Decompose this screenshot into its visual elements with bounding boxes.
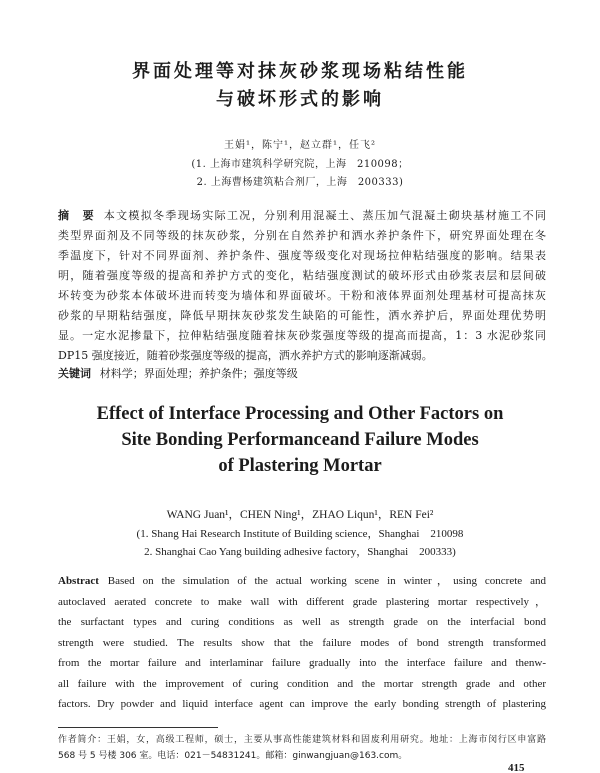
chinese-keywords-label: 关键词 (58, 367, 91, 380)
english-authors: WANG Juan¹，CHEN Ning¹，ZHAO Liqun¹，REN Fei² (166, 509, 434, 521)
english-affiliation-line: 2. Shanghai Cao Yang building adhesive factory，Shanghai 200333) (144, 546, 456, 558)
english-title-line: Effect of Interface Processing and Other Factors on (96, 404, 504, 424)
footnote-divider (58, 727, 218, 728)
english-affiliation-line: (1. Shang Hai Research Institute of Building science，Shanghai 210098 (136, 528, 464, 540)
english-abstract-line (58, 571, 546, 592)
chinese-affiliation-line: (1. 上海市建筑科学研究院，上海 210098； (191, 159, 409, 170)
chinese-keywords (58, 364, 546, 384)
chinese-title (0, 58, 600, 114)
english-abstract-label: Abstract (58, 575, 99, 587)
chinese-abstract-line: 显。一定水泥掺量下，拉伸粘结强度随着抹灰砂浆强度等级的提高而提高，1：3 水泥砂浆同 (58, 329, 546, 342)
chinese-abstract-line: 类型界面剂及不同等级的抹灰砂浆，分别在自然养护和洒水养护条件下，研究界面处理在冬 (58, 229, 546, 242)
chinese-affiliation-line: 2. 上海曹杨建筑粘合剂厂，上海 200333) (196, 177, 404, 188)
page-number: 415 (508, 762, 525, 773)
english-abstract-line: all failure with the improvement of curing condition and the mortar strength grade and other (58, 677, 546, 690)
english-abstract-line: factors. Dry powder and liquid interface agent can improve the early bonding strength of plastering (58, 698, 546, 710)
chinese-abstract-line: 坏转变为砂浆本体破坏进而转变为墙体和界面破坏。干粉和液体界面剂处理基材可提高抹灰 (58, 289, 546, 302)
english-abstract-line: from the mortar failure and interlaminar failure gradually into the interface failure and thenw- (58, 657, 546, 669)
english-abstract-line: strength were studied. The results show that the failure modes of bond strength transformed (58, 636, 546, 649)
footnote-line: 568 号 5 号楼 306 室。电话：021－54831241。邮箱：ginwangjuan@163.com。 (58, 751, 408, 761)
english-title-line: of Plastering Mortar (218, 456, 382, 476)
english-abstract-line: autoclaved aerated concrete to make wall with different grade plastering mortar respectively， (58, 595, 546, 608)
chinese-abstract-line: 明，随着强度等级的提高和养护方式的变化，粘结强度测试的破坏形式由砂浆表层和层间破 (58, 269, 546, 282)
chinese-authors: 王娟¹，陈宁¹，赵立群¹，任飞² (223, 140, 377, 151)
chinese-affiliations (0, 156, 600, 192)
english-abstract-text: Based on the simulation of the actual working scene in winter，using concrete and (107, 575, 546, 587)
chinese-keywords-value: 材料学；界面处理；养护条件；强度等级 (99, 367, 298, 380)
english-title (0, 401, 600, 479)
footnote-line: 作者简介：王娟，女，高级工程师，硕士，主要从事高性能建筑材料和固废利用研究。地址：上海市闵行区申富路 (58, 735, 546, 745)
chinese-title-line: 与破坏形式的影响 (216, 89, 384, 110)
english-abstract (58, 571, 546, 715)
chinese-abstract-text: 本文模拟冬季现场实际工况，分别利用混凝土、蒸压加气混凝土砌块基材施工不同 (103, 209, 546, 222)
author-footnote (58, 732, 546, 764)
english-title-line: Site Bonding Performanceand Failure Modes (121, 430, 479, 450)
chinese-abstract-line: 季温度下，针对不同界面剂、养护条件、强度等级变化对现场拉伸粘结强度的影响。结果表 (58, 249, 546, 262)
chinese-title-line: 界面处理等对抹灰砂浆现场粘结性能 (132, 61, 468, 82)
chinese-abstract-line: 砂浆的早期粘结强度，降低早期抹灰砂浆发生缺陷的可能性，洒水养护后，界面处理优势明 (58, 309, 546, 322)
chinese-abstract (58, 206, 546, 366)
chinese-abstract-line: DP15 强度接近，随着砂浆强度等级的提高，洒水养护方式的影响逐渐减弱。 (58, 349, 433, 362)
english-affiliations (0, 525, 600, 561)
chinese-abstract-label: 摘 要 (58, 209, 95, 222)
chinese-abstract-line (58, 206, 546, 226)
english-abstract-line: the surfactant types and curing conditions as well as strength grade on the interfacial bond (58, 616, 546, 628)
